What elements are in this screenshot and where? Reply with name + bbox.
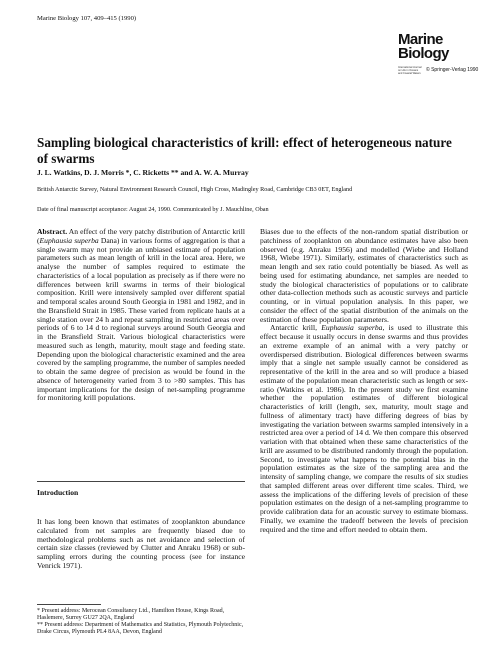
abstract-label: Abstract. bbox=[37, 227, 68, 236]
paragraph-krill: Antarctic krill, Euphausia superba, is used to illustrate this effect because it usually occurs in dense swarms and thus provides an extreme example of an animal with a very patchy or overdispersed distribution. Biological differences between swarms imply that a single net sample usually cannot be considered as representative of the krill in the area and so will produce a biased estimate of the population mean characteristic such as length or sex-ratio (Watkins et al. 1986). In the present study we first examine whether the population estimates of different biological characteristics of krill (length, sex, maturity, moult stage and fullness of alimentary tract) have differing degrees of bias by investigating the variation between swarms sampled intensively in a restricted area over a period of 14 d. We then compare this observed variation with that obtained when these same characteristics of the krill are assumed to be distributed randomly through the population. Second, to investigate what happens to the potential bias in the population estimates as the size of the sampling area and the intensity of sampling change, we compare the results of six studies that sampled different areas over different time scales. Third, we assess the implications of the differing levels of precision of these population estimates on the design of a net-sampling programme to provide calibration data for an acoustic survey to estimate biomass. Finally, we examine the tradeoff between the levels of precision required and the time and effort needed to obtain them. bbox=[260, 323, 468, 534]
footnote-1: * Present address: Merocean Consultancy Ltd., Hamilton House, Kings Road, Haslemere, Surrey GU27 2QA, England bbox=[37, 608, 225, 621]
acceptance-date: Date of final manuscript acceptance: August 24, 1990. Communicated by J. Mauchline, Oban bbox=[37, 206, 269, 213]
logo-fine-print: International Journal on Life in Oceans and Coastal Waters bbox=[398, 66, 422, 75]
species-name: Euphausia superba bbox=[321, 323, 383, 333]
footnote-2: ** Present address: Department of Mathematics and Statistics, Plymouth Polytechnic, Drake Circus, Plymouth PL4 8AA, Devon, England bbox=[37, 621, 244, 635]
paragraph-patchiness: Biases due to the effects of the non-random spatial distribution or patchiness of zooplankton on abundance estimates have also been observed (e.g. Anraku 1956) and modelled (Wiebe and Holland 1968, Wiebe 1971). Similarly, estimates of characteristics such as mean length and sex ratio could potentially be biased. As well as being used for estimating abundance, net samples are needed to study the biological characteristics of populations or to calibrate other data-collection methods such as acoustic surveys and particle counting, or in virtual population analysis. In this paper, we consider the effect of the spatial distribution of the animals on the estimation of these population parameters. bbox=[260, 227, 468, 324]
logo-word-biology: Biology bbox=[398, 45, 449, 63]
copyright-notice: © Springer-Verlag 1990 bbox=[426, 67, 479, 73]
species-name: Euphausia superba bbox=[39, 235, 99, 245]
section-heading-introduction: Introduction bbox=[37, 488, 79, 497]
footnotes bbox=[37, 608, 249, 636]
author-list: J. L. Watkins, D. J. Morris *, C. Ricketts ** and A. W. A. Murray bbox=[37, 168, 249, 177]
introduction-paragraph: It has long been known that estimates of zooplankton abundance calculated from net samples are frequently biased due to methodological problems such as net avoidance and selection of certain size classes (reviewed by Clutter and Anraku 1968) or sub-sampling errors during the counting process (see for instance Venrick 1971). bbox=[37, 517, 245, 570]
affiliation: British Antarctic Survey, Natural Environment Research Council, High Cross, Madingley Road, Cambridge CB3 0ET, England bbox=[37, 186, 353, 193]
logo-word-marine: Marine bbox=[398, 31, 443, 48]
abstract-divider bbox=[37, 481, 245, 482]
right-column-text bbox=[260, 228, 468, 534]
journal-citation: Marine Biology 107, 409–415 (1990) bbox=[37, 15, 137, 22]
footnote-divider bbox=[37, 604, 101, 605]
abstract: Abstract. An effect of the very patchy distribution of Antarctic krill (Euphausia superba Dana) in various forms of aggregation is that a single swarm may not provide an unbiased estimate of population parameters such as mean length of krill in the local area. Here, we analyse the number of samples required to estimate the characteristics of a local population as precisely as if there were no differences between krill swarms in terms of their biological composition. Krill were intensively sampled over different spatial and temporal scales around South Georgia in 1981 and 1982, and in the Bransfield Strait in 1985. These varied from replicate hauls at a single station over 24 h and repeat sampling in restricted areas over periods of 6 to 14 d to regional surveys around South Georgia and in the Bransfield Strait. Various biological characteristics were measured such as length, maturity, moult stage and feeding state. Depending upon the biological characteristic examined and the area covered by the sampling programme, the number of samples needed to obtain the same degree of precision as would be found in the absence of heterogeneity varied from 3 to >80 samples. This has important implications for the design of net-sampling programme for monitoring krill populations. bbox=[37, 227, 245, 403]
article-title: Sampling biological characteristics of krill: effect of heterogeneous nature of swarms bbox=[37, 135, 452, 166]
